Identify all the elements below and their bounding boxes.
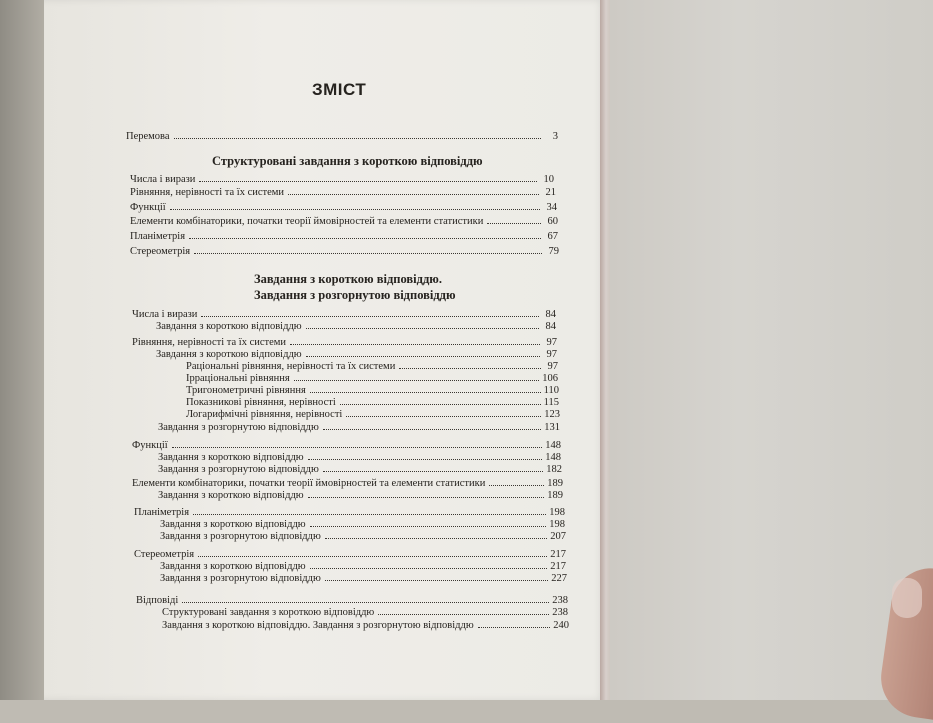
leader-dots [174,128,541,139]
toc-entry-label: Завдання з короткою відповіддю [160,561,306,572]
toc-entry [130,228,558,241]
toc-entry-page: 97 [546,337,557,348]
toc-entry-label: Ірраціональні рівняння [186,373,290,384]
toc-entry [130,171,554,184]
toc-entry-label: Числа і вирази [130,174,196,185]
toc-entry [158,419,560,432]
toc-entry-label: Завдання з короткою відповіддю [158,490,304,501]
leader-dots [199,171,537,182]
leader-dots [288,184,539,195]
leader-dots [310,516,547,527]
toc-entry [162,617,569,630]
leader-dots [323,461,543,472]
toc-entry-label: Завдання з короткою відповіддю [160,519,306,530]
toc-entry [126,128,558,141]
toc-entry [186,406,560,419]
toc-entry-label: Функції [132,440,168,451]
toc-entry-label: Завдання з розгорнутою відповіддю [160,531,321,542]
toc-entry-page: 148 [545,440,561,451]
leader-dots [294,370,540,381]
toc-entry [130,199,557,212]
toc-entry-label: Раціональні рівняння, нерівності та їх системи [186,361,396,372]
toc-entry-label: Числа і вирази [132,309,198,320]
toc-entry-page: 21 [545,187,556,198]
toc-entry-page: 84 [545,309,556,320]
toc-entry-page: 97 [547,361,558,372]
leader-dots [346,406,541,417]
toc-entry-label: Завдання з короткою відповіддю [156,321,302,332]
toc-entry-label: Перемова [126,131,170,142]
leader-dots [308,487,545,498]
leader-dots [378,604,549,615]
toc-entry [130,184,556,197]
toc-entry-page: 123 [544,409,560,420]
leader-dots [193,504,546,515]
toc-entry-page: 198 [549,507,565,518]
leader-dots [478,617,551,628]
toc-entry-page: 189 [547,478,563,489]
toc-entry-page: 97 [546,349,557,360]
toc-entry-page: 34 [546,202,557,213]
leader-dots [198,546,547,557]
toc-entry [160,570,567,583]
toc-entry-label: Планіметрія [134,507,190,518]
toc-entry-page: 227 [551,573,567,584]
toc-entry-page: 207 [550,531,566,542]
leader-dots [189,228,541,239]
leader-dots [172,437,543,448]
toc-entry [160,528,566,541]
leader-dots [170,199,540,210]
toc-entry-page: 240 [553,620,569,631]
toc-entry-page: 217 [550,549,566,560]
toc-entry-page: 60 [547,216,558,227]
toc-entry [130,243,559,256]
toc-entry-label: Стереометрія [130,246,191,257]
leader-dots [310,382,541,393]
toc-entry-label: Відповіді [136,595,179,606]
leader-dots [290,334,540,345]
toc-entry-page: 106 [542,373,558,384]
toc-entry-page: 84 [545,321,556,332]
leader-dots [323,419,541,430]
toc-entry-label: Показникові рівняння, нерівності [186,397,336,408]
toc-entry-page: 110 [543,385,559,396]
page-title: ЗМІСТ [312,80,367,99]
leader-dots [182,592,549,603]
toc-entry [158,487,563,500]
toc-entry-label: Завдання з короткою відповіддю [156,349,302,360]
leader-dots [487,213,541,224]
leader-dots [325,570,548,581]
toc-entry-label: Елементи комбінаторики, початки теорії ймовірностей та елементи статистики [132,478,486,489]
toc-entry-label: Функції [130,202,166,213]
toc-entry-label: Завдання з короткою відповіддю [158,452,304,463]
toc-entry-page: 79 [548,246,559,257]
leader-dots [325,528,547,539]
toc-entry-label: Планіметрія [130,231,186,242]
toc-entry-page: 182 [546,464,562,475]
toc-entry-page: 148 [545,452,561,463]
toc-entry-page: 217 [550,561,566,572]
toc-entry-label: Завдання з розгорнутою відповіддю [160,573,321,584]
toc-entry-label: Завдання з короткою відповіддю. Завдання з розгорнутою відповіддю [162,620,474,631]
toc-entry-page: 189 [547,490,563,501]
toc-entry-page: 67 [547,231,558,242]
leader-dots [399,358,541,369]
toc-entry-page: 115 [543,397,559,408]
toc-entry-page: 10 [543,174,554,185]
toc-entry-label: Структуровані завдання з короткою відповіддю [162,607,375,618]
section-heading: Завдання з розгорнутою відповіддю [254,288,456,302]
toc-entry [162,604,568,617]
leader-dots [489,475,544,486]
toc-entry-label: Тригонометричні рівняння [186,385,306,396]
toc-entry-label: Елементи комбінаторики, початки теорії ймовірностей та елементи статистики [130,216,484,227]
leader-dots [340,394,541,405]
toc-entry-page: 238 [552,607,568,618]
leader-dots [201,306,539,317]
toc-entry [156,318,556,331]
toc-entry-label: Рівняння, нерівності та їх системи [130,187,285,198]
toc-entry-page: 198 [549,519,565,530]
leader-dots [308,449,543,460]
toc-entry-label: Стереометрія [134,549,195,560]
section-heading: Завдання з короткою відповіддю. [254,272,442,286]
toc-entry [158,461,562,474]
toc-entry-label: Логарифмічні рівняння, нерівності [186,409,343,420]
leader-dots [194,243,542,254]
toc-entry-page: 238 [552,595,568,606]
toc-entry-page: 131 [544,422,560,433]
leader-dots [306,346,540,357]
toc-entry [130,213,558,226]
leader-dots [306,318,539,329]
toc-entry-page: 3 [552,131,558,142]
toc-entry-label: Завдання з розгорнутою відповіддю [158,422,319,433]
leader-dots [310,558,548,569]
toc-entry-label: Завдання з розгорнутою відповіддю [158,464,319,475]
toc-entry-label: Рівняння, нерівності та їх системи [132,337,287,348]
section-heading: Структуровані завдання з короткою відповіддю [212,154,483,168]
